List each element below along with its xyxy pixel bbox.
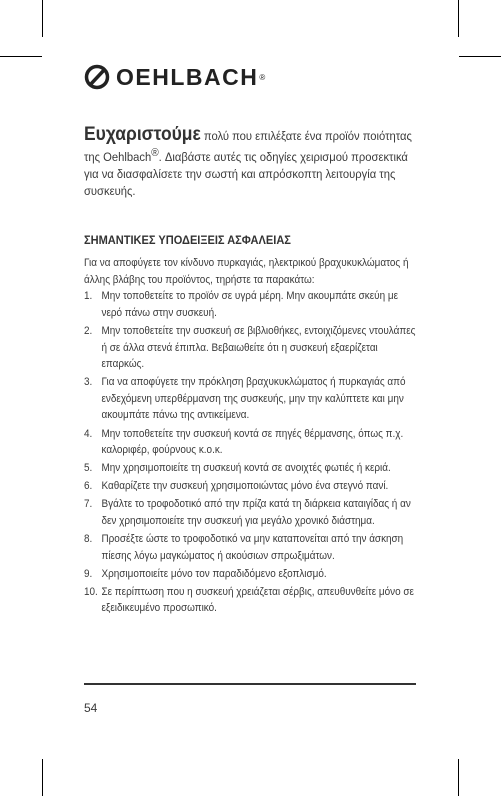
intro-registered-mark: ®: [151, 147, 159, 159]
safety-heading: ΣΗΜΑΝΤΙΚΕΣ ΥΠΟΔΕΙΞΕΙΣ ΑΣΦΑΛΕΙΑΣ: [84, 233, 291, 248]
crop-mark: [42, 759, 43, 796]
list-item-number: 4.: [84, 427, 93, 440]
manual-content: [84, 126, 416, 619]
list-item-text: Μην τοποθετείτε την συσκευή κοντά σε πηγές θέρμανσης, όπως π.χ. καλοριφέρ, φούρνους κ.ο.κ.: [101, 427, 404, 457]
page-number: 54: [84, 701, 98, 715]
crop-mark: [459, 56, 501, 57]
list-item-text: Χρησιμοποιείτε μόνο τον παραδιδόμενο εξοπλισμό.: [101, 567, 327, 580]
crop-mark: [42, 0, 43, 37]
list-item: [84, 323, 416, 373]
footer-divider: [84, 683, 416, 685]
intro-text-2: . Διαβάστε αυτές τις οδηγίες χειρισμού προσεκτικά για να διασφαλίσετε την σωστή και απρόσκοπτη λειτουργία της συσκευής.: [84, 150, 408, 199]
list-item-text: Βγάλτε το τροφοδοτικό από την πρίζα κατά τη διάρκεια καταιγίδας ή αν δεν χρησιμοποιείτε την συσκευή για μεγάλο χρονικό διάστημα.: [101, 498, 411, 527]
list-item: [84, 496, 416, 529]
list-item-number: 7.: [84, 498, 93, 511]
intro-paragraph: [84, 126, 416, 200]
list-item-number: 2.: [84, 324, 93, 337]
brand-registered-mark: ®: [259, 72, 266, 82]
brand-logo: [84, 63, 265, 91]
intro-lead: Ευχαριστούμε: [84, 124, 201, 145]
intro-text-1: πολύ που επιλέξατε ένα προϊόν ποιότητας της Oehlbach: [84, 129, 412, 165]
list-item-text: Μην τοποθετείτε το προϊόν σε υγρά μέρη. Μην ακουμπάτε σκεύη με νερό πάνω στην συσκευή.: [101, 290, 399, 319]
crop-mark: [458, 0, 459, 37]
crop-mark: [458, 759, 459, 796]
list-item-text: Σε περίπτωση που η συσκευή χρειάζεται σέρβις, απευθυνθείτε μόνο σε εξειδικευμένο προσωπικό.: [101, 585, 414, 615]
list-item: [84, 374, 416, 424]
brand-logo-icon: [84, 64, 110, 90]
list-item-number: 1.: [84, 290, 93, 303]
list-item: [84, 584, 416, 617]
safety-intro: Για να αποφύγετε τον κίνδυνο πυρκαγιάς, ηλεκτρικού βραχυκυκλώματος ή άλλης βλάβης του προϊόντος, τηρήστε τα παρακάτω:: [84, 257, 409, 286]
safety-list: [84, 288, 416, 617]
list-item-number: 9.: [84, 567, 93, 580]
list-item-text: Προσέξτε ώστε το τροφοδοτικό να μην καταπονείται από την άσκηση πίεσης λόγω μαγκώματος ή ακούσιων σπρωξιμάτων.: [101, 533, 404, 562]
list-item-text: Για να αποφύγετε την πρόκληση βραχυκυκλώματος ή πυρκαγιάς από ενδεχόμενη υπερθέρμανση της συσκευής, μην την καλύπτετε και μην ακουμπάτε πάνω της αντικείμενα.: [101, 376, 406, 422]
list-item: [84, 460, 416, 477]
list-item: [84, 288, 416, 321]
list-item-number: 6.: [84, 480, 93, 493]
list-item: [84, 566, 416, 583]
list-item-number: 8.: [84, 533, 93, 546]
list-item-text: Μην χρησιμοποιείτε τη συσκευή κοντά σε ανοιχτές φωτιές ή κεριά.: [101, 462, 391, 475]
list-item: [84, 478, 416, 495]
list-item-text: Καθαρίζετε την συσκευή χρησιμοποιώντας μόνο ένα στεγνό πανί.: [101, 480, 389, 493]
list-item: [84, 531, 416, 564]
list-item-number: 5.: [84, 462, 93, 475]
brand-logo-text: OEHLBACH: [116, 63, 259, 90]
list-item-number: 10.: [84, 585, 98, 598]
list-item-text: Μην τοποθετείτε την συσκευή σε βιβλιοθήκες, εντοιχιζόμενες ντουλάπες ή σε άλλα στενά έπιπλα. Βεβαιωθείτε ότι η συσκευή εξαερίζεται επαρκώς.: [101, 324, 416, 371]
crop-mark: [0, 56, 42, 57]
list-item: [84, 426, 416, 459]
list-item-number: 3.: [84, 376, 93, 389]
